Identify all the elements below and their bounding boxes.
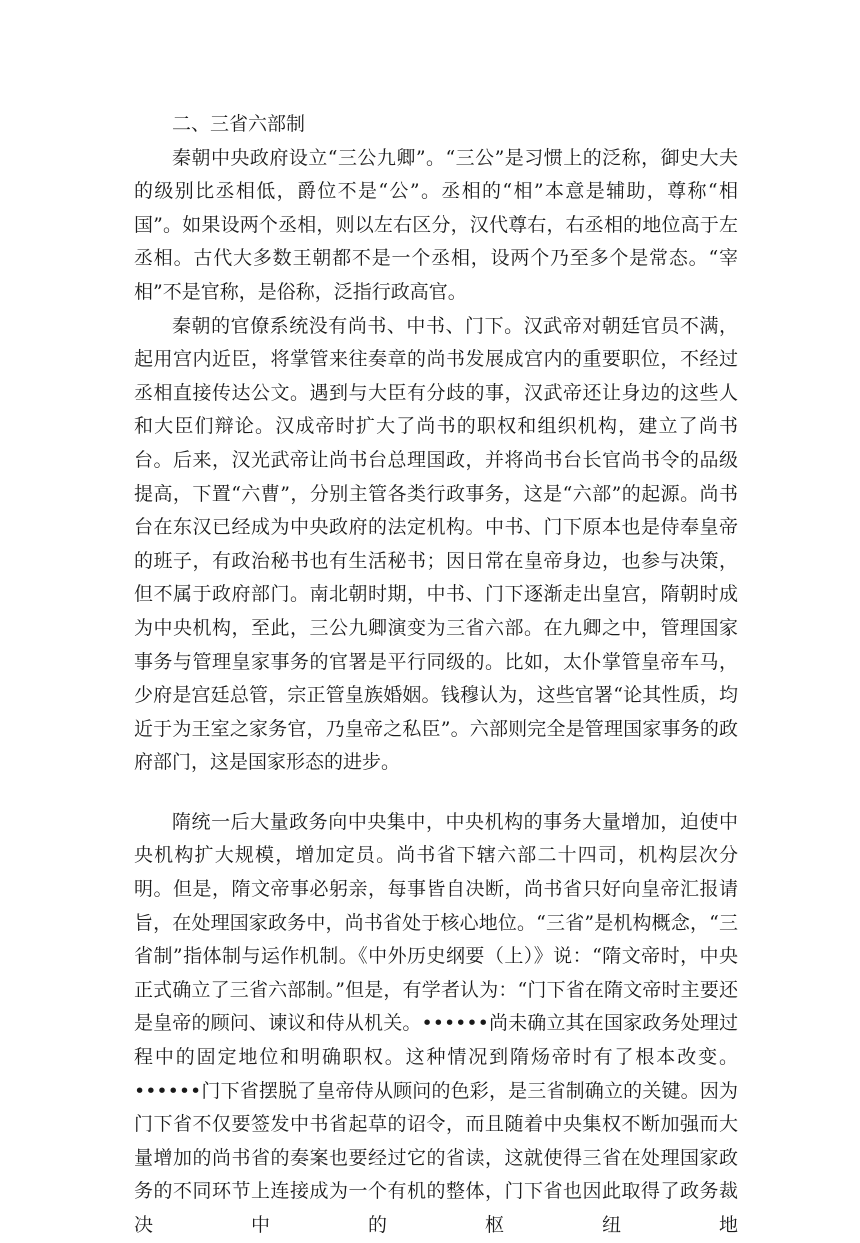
paragraph-spacer — [134, 780, 738, 806]
section-heading: 二、三省六部制 — [172, 113, 306, 135]
paragraph-sui-sansheng: 隋统一后大量政务向中央集中，中央机构的事务大量增加，迫使中央机构扩大规模，增加定员。尚书省下辖六部二十四司，机构层次分明。但是，隋文帝事必躬亲，每事皆自决断，尚书省只好向皇帝汇报请旨，在处理国家政务中，尚书省处于核心地位。“三省”是机构概念，“三省制”指体制与运作机制。《中外历史纲要（上）》说：“隋文帝时，中央正式确立了三省六部制。”但是，有学者认为：“门下省在隋文帝时主要还是皇帝的顾问、谏议和侍从机关。••••••尚未确立其在国家政务处理过程中的固定地位和明确职权。这种情况到隋炀帝时有了根本改变。••••••门下省摆脱了皇帝侍从顾问的色彩，是三省制确立的关键。因为门下省不仅要签发中书省起草的诏令，而且随着中央集权不断加强而大量增加的尚书省的奏案也要经过它的省读，这就使得三省在处理国家政务的不同环节上连接成为一个有机的整体，门下省也因此取得了政务裁决中的枢纽地 — [134, 810, 738, 1236]
document-body — [134, 108, 738, 1243]
paragraph-sangong-jiuqing: 秦朝中央政府设立“三公九卿”。“三公”是习惯上的泛称，御史大夫的级别比丞相低，爵位不是“公”。丞相的“相”本意是辅助，尊称“相国”。如果设两个丞相，则以左右区分，汉代尊右，右丞相的地位高于左丞相。古代大多数王朝都不是一个丞相，设两个乃至多个是常态。“宰相”不是官称，是俗称，泛指行政高官。 — [134, 146, 738, 303]
paragraph-shangshu-origin: 秦朝的官僚系统没有尚书、中书、门下。汉武帝对朝廷官员不满，起用宫内近臣，将掌管来往奏章的尚书发展成宫内的重要职位，不经过丞相直接传达公文。遇到与大臣有分歧的事，汉武帝还让身边的这些人和大臣们辩论。汉成帝时扩大了尚书的职权和组织机构，建立了尚书台。后来，汉光武帝让尚书台总理国政，并将尚书台长官尚书令的品级提高，下置“六曹”，分别主管各类行政事务，这是“六部”的起源。尚书台在东汉已经成为中央政府的法定机构。中书、门下原本也是侍奉皇帝的班子，有政治秘书也有生活秘书；因日常在皇帝身边，也参与决策，但不属于政府部门。南北朝时期，中书、门下逐渐走出皇宫，隋朝时成为中央机构，至此，三公九卿演变为三省六部。在九卿之中，管理国家事务与管理皇家事务的官署是平行同级的。比如，太仆掌管皇帝车马，少府是宫廷总管，宗正管皇族婚姻。钱穆认为，这些官署“论其性质，均近于为王室之家务官，乃皇帝之私臣”。六部则完全是管理国家事务的政府部门，这是国家形态的进步。 — [134, 314, 738, 774]
